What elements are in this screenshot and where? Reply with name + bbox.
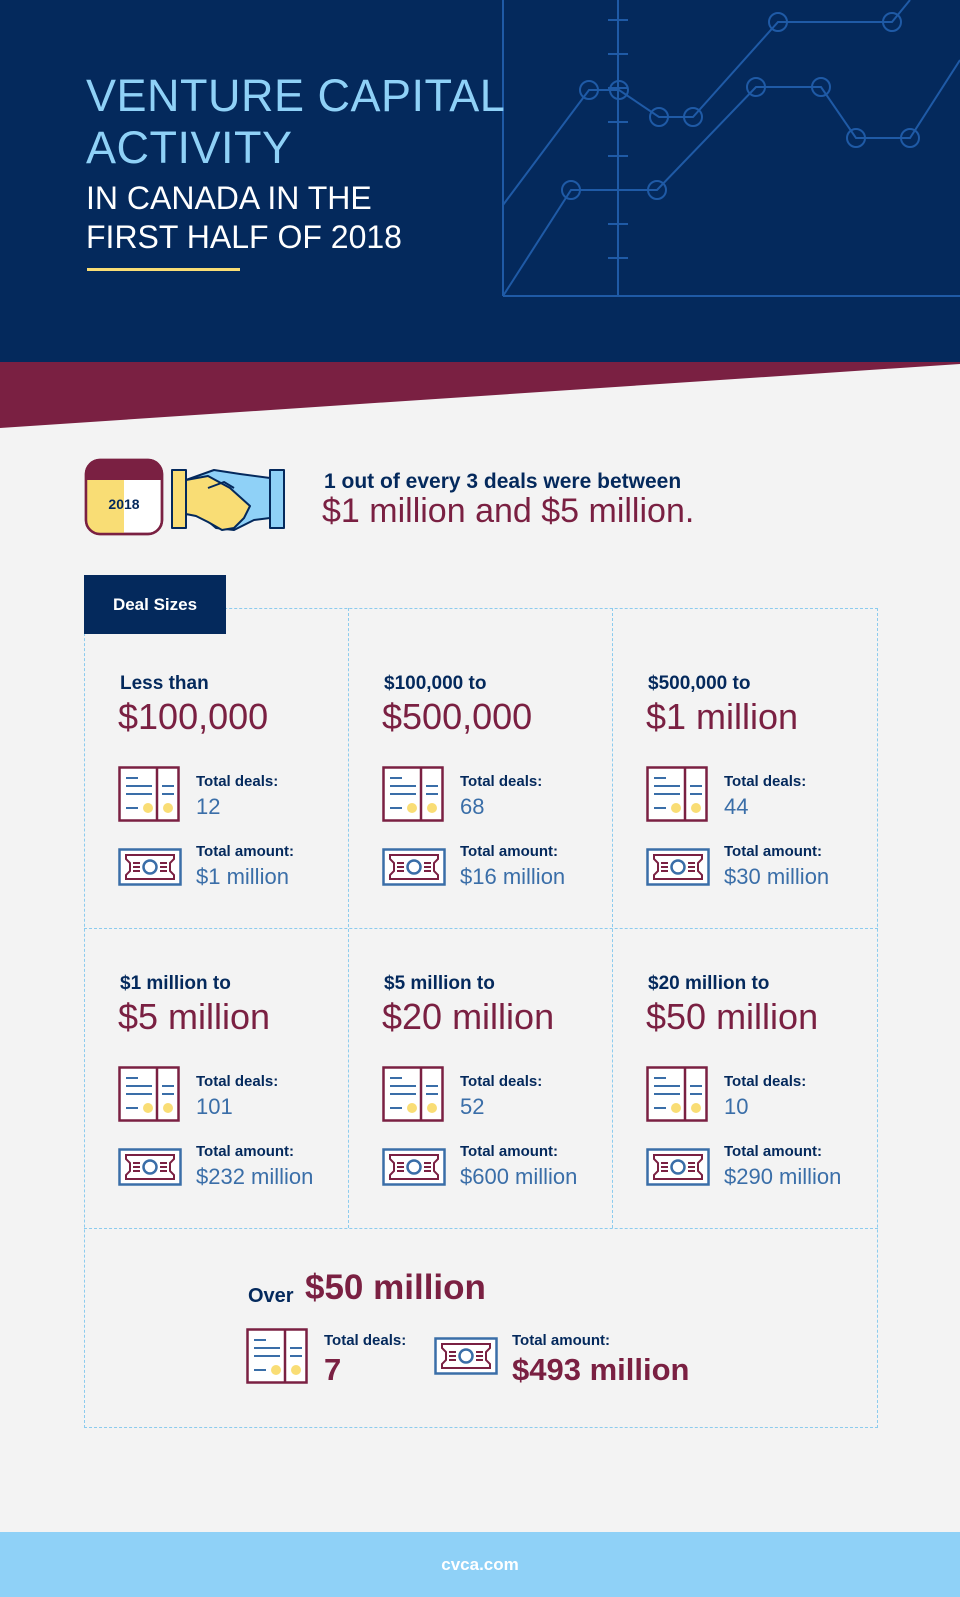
total-amount-label: Total amount: [460,1143,559,1160]
banknote-icon [118,1148,182,1191]
ledger-icon [118,766,180,827]
ledger-icon [118,1066,180,1127]
footer-url: cvca.com [0,1532,960,1597]
over-deals-label: Total deals: [324,1332,407,1349]
total-deals-value: 10 [724,1094,749,1119]
total-deals-label: Total deals: [724,773,807,790]
range-from-label: $1 million to [120,973,231,994]
deal-size-card [348,908,612,1208]
range-from-label: $5 million to [384,973,495,994]
banknote-icon [118,848,182,891]
banknote-icon [434,1337,498,1375]
range-to-value: $1 million [646,696,799,737]
handshake-icon [172,470,284,530]
ledger-icon [382,1066,444,1127]
total-deals-value: 12 [196,794,221,819]
total-amount-value: $16 million [460,864,566,889]
total-amount-value: $30 million [724,864,830,889]
range-from-label: $20 million to [648,973,770,994]
svg-text:2018: 2018 [108,496,140,512]
total-amount-value: $1 million [196,864,289,889]
line-chart-decoration [500,0,960,300]
subtitle-line-2: FIRST HALF OF 2018 [86,219,402,255]
banknote-icon [646,1148,710,1191]
total-amount-value: $290 million [724,1164,842,1189]
total-amount-label: Total amount: [196,1143,295,1160]
deal-size-card [348,608,612,908]
range-from-label: Less than [120,673,209,694]
range-to-value: $50 million [646,996,819,1037]
title-line-2: ACTIVITY [86,122,293,173]
range-from-label: $500,000 to [648,673,751,694]
calendar-handshake-icon [84,458,289,538]
page-title [86,70,506,174]
deal-size-card [612,908,876,1208]
total-deals-value: 52 [460,1094,485,1119]
ledger-icon [382,766,444,827]
range-from-label: $100,000 to [384,673,487,694]
ledger-icon [646,766,708,827]
page-subtitle [86,179,466,257]
total-amount-value: $232 million [196,1164,314,1189]
banknote-icon [382,1148,446,1191]
ledger-icon [646,1066,708,1127]
total-deals-label: Total deals: [460,773,543,790]
over-prefix: Over [248,1285,294,1307]
calendar-icon [86,460,162,534]
subtitle-line-1: IN CANADA IN THE [86,180,372,216]
range-to-value: $500,000 [382,696,533,737]
grid-divider [84,1228,878,1229]
deal-size-card [612,608,876,908]
banknote-icon [646,848,710,891]
title-underline [87,268,240,271]
total-deals-value: 44 [724,794,749,819]
intro-statement: 1 out of every 3 deals were between [324,470,682,493]
over-range: $50 million [305,1268,486,1307]
total-deals-label: Total deals: [724,1073,807,1090]
over-amount-label: Total amount: [512,1332,611,1349]
range-to-value: $100,000 [118,696,269,737]
total-amount-value: $600 million [460,1164,578,1189]
total-deals-label: Total deals: [196,1073,279,1090]
header-banner [0,0,960,362]
total-amount-label: Total amount: [460,843,559,860]
deal-size-card [84,608,348,908]
total-deals-value: 101 [196,1094,233,1119]
range-to-value: $5 million [118,996,271,1037]
section-tag: Deal Sizes [84,575,226,634]
ledger-icon [246,1328,308,1384]
title-line-1: VENTURE CAPITAL [86,70,506,121]
total-deals-label: Total deals: [460,1073,543,1090]
total-deals-value: 68 [460,794,485,819]
diagonal-band [0,362,960,428]
intro-highlight: $1 million and $5 million. [322,492,695,530]
total-deals-label: Total deals: [196,773,279,790]
over-deals-value: 7 [324,1352,342,1387]
total-amount-label: Total amount: [196,843,295,860]
banknote-icon [382,848,446,891]
deal-size-card [84,908,348,1208]
range-to-value: $20 million [382,996,555,1037]
total-amount-label: Total amount: [724,843,823,860]
over-amount-value: $493 million [512,1352,690,1387]
total-amount-label: Total amount: [724,1143,823,1160]
